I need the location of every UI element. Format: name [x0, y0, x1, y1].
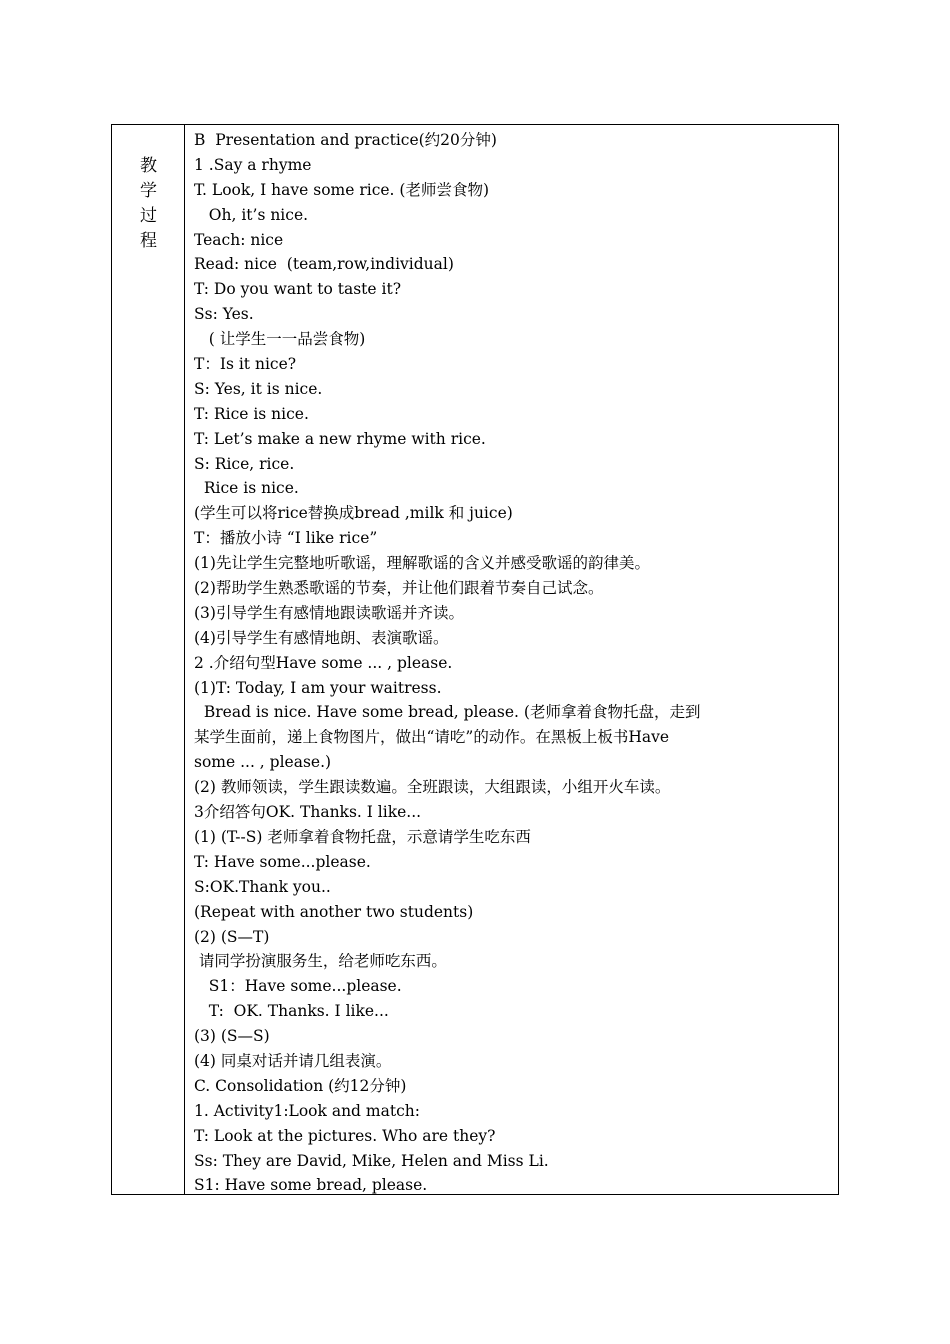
content-line: (1)T: Today, I am your waitress. — [194, 678, 442, 697]
content-line: S1: Have some bread, please. — [194, 1176, 428, 1195]
content-line: T: Let’s make a new rhyme with rice. — [194, 429, 486, 448]
content-line: 某学生面前，递上食物图片，做出“请吃”的动作。在黑板上板书Have — [194, 728, 670, 747]
content-line: Read: nice (team,row,individual) — [194, 255, 454, 274]
content-line: S: Yes, it is nice. — [194, 379, 323, 398]
content-line: Ss: They are David, Mike, Helen and Miss Li. — [194, 1151, 549, 1170]
content-line: T: OK. Thanks. I like... — [194, 1002, 389, 1021]
content-line: some ... , please.) — [194, 753, 332, 772]
content-line: T: Look at the pictures. Who are they? — [194, 1126, 496, 1145]
content-line: Ss: Yes. — [194, 305, 254, 324]
content-line: T: Do you want to taste it? — [194, 280, 402, 299]
lesson-content-cell — [186, 125, 838, 1194]
content-line: S:OK.Thank you.. — [194, 877, 331, 896]
content-line: C. Consolidation (约12分钟) — [194, 1076, 407, 1095]
content-line: Teach: nice — [194, 230, 284, 249]
content-line: T：播放小诗 “I like rice” — [194, 529, 378, 548]
content-line: 2 .介绍句型Have some ... , please. — [194, 653, 453, 672]
content-line: 1 .Say a rhyme — [194, 155, 312, 174]
content-line: 请同学扮演服务生，给老师吃东西。 — [194, 952, 447, 971]
content-line: (2) 教师领读，学生跟读数遍。全班跟读，大组跟读，小组开火车读。 — [194, 778, 671, 797]
content-line: Rice is nice. — [194, 479, 299, 498]
content-line: 1. Activity1:Look and match: — [194, 1101, 420, 1120]
content-line: T: Have some...please. — [194, 852, 371, 871]
content-line: (3)引导学生有感情地跟读歌谣并齐读。 — [194, 603, 464, 622]
content-line: (2) (S—T) — [194, 927, 270, 946]
content-line: (1) (T--S) 老师拿着食物托盘，示意请学生吃东西 — [194, 827, 531, 846]
section-label-cell — [112, 125, 185, 1194]
section-label-char: 过 — [140, 206, 157, 226]
content-line: B Presentation and practice(约20分钟) — [194, 131, 497, 149]
lesson-table — [111, 124, 839, 1195]
content-line: (4) 同桌对话并请几组表演。 — [194, 1051, 392, 1070]
content-line: T: Rice is nice. — [194, 404, 309, 423]
content-line: ( 让学生一一品尝食物) — [194, 330, 366, 349]
content-line: S1：Have some...please. — [194, 977, 402, 996]
content-line: Bread is nice. Have some bread, please. (老师拿着食物托盘，走到 — [194, 703, 701, 722]
content-line: 3介绍答句OK. Thanks. I like... — [194, 803, 422, 822]
content-line: (2)帮助学生熟悉歌谣的节奏，并让他们跟着节奏自己试念。 — [194, 579, 604, 598]
content-line: Oh, it’s nice. — [194, 205, 309, 224]
content-line: (3) (S—S) — [194, 1027, 270, 1046]
section-label-char: 教 — [140, 156, 157, 176]
content-line: (1)先让学生完整地听歌谣，理解歌谣的含义并感受歌谣的韵律美。 — [194, 554, 650, 573]
content-line: (Repeat with another two students) — [194, 902, 474, 921]
section-label-char: 程 — [140, 231, 157, 251]
section-label-char: 学 — [140, 181, 157, 201]
content-line: S: Rice, rice. — [194, 454, 295, 473]
content-line: (学生可以将rice替换成bread ,milk 和 juice) — [194, 504, 513, 523]
content-line: T. Look, I have some rice. (老师尝食物) — [194, 180, 489, 199]
content-line: (4)引导学生有感情地朗、表演歌谣。 — [194, 628, 449, 647]
content-line: T：Is it nice? — [194, 355, 297, 374]
